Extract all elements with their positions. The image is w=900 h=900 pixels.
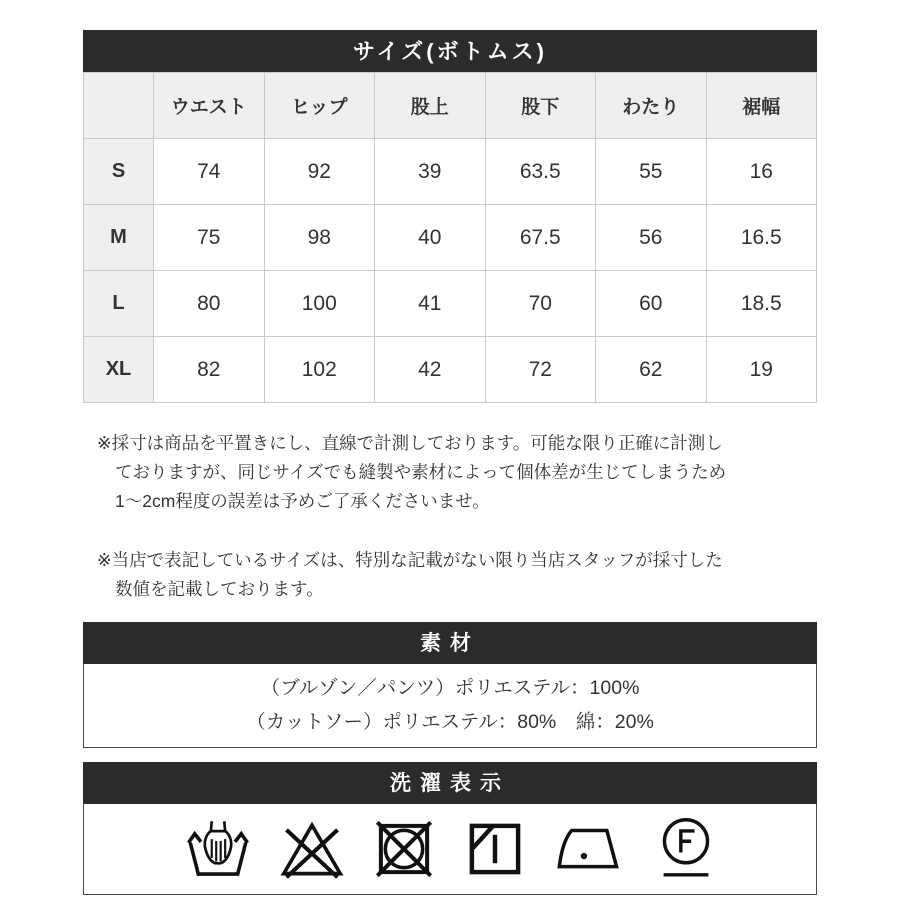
table-row-l xyxy=(84,271,817,337)
size-table xyxy=(83,72,817,403)
material-section xyxy=(83,622,817,748)
cell-value: 63.5 xyxy=(485,139,596,205)
iron-low-heat-icon xyxy=(554,820,628,878)
line-dry-in-shade-icon xyxy=(463,818,527,880)
size-label: L xyxy=(84,271,154,337)
measurement-note xyxy=(97,429,817,516)
material-content xyxy=(83,664,817,748)
cell-value: 18.5 xyxy=(706,271,817,337)
laundry-section-title: 洗濯表示 xyxy=(83,762,817,804)
material-line: （ブルゾン／パンツ）ポリエステル：100% xyxy=(260,677,640,699)
cell-value: 55 xyxy=(596,139,707,205)
cell-value: 74 xyxy=(154,139,265,205)
notes xyxy=(83,429,817,604)
table-row-s xyxy=(84,139,817,205)
do-not-bleach-icon xyxy=(279,818,345,880)
cell-value: 102 xyxy=(264,337,375,403)
cell-value: 100 xyxy=(264,271,375,337)
cell-value: 82 xyxy=(154,337,265,403)
material-section-title: 素材 xyxy=(83,622,817,664)
cell-value: 80 xyxy=(154,271,265,337)
note-line: ておりますが、同じサイズでも縫製や素材によって個体差が生じてしまうため xyxy=(115,462,727,482)
cell-value: 42 xyxy=(375,337,486,403)
cell-value: 92 xyxy=(264,139,375,205)
note-line: ※当店で表記しているサイズは、特別な記載がない限り当店スタッフが採寸した xyxy=(97,550,723,570)
note-line: 1～2cm程度の誤差は予めご了承くださいませ。 xyxy=(115,491,490,511)
corner-cell xyxy=(84,73,154,139)
note-line: 数値を記載しております。 xyxy=(115,579,324,599)
cell-value: 75 xyxy=(154,205,265,271)
material-line: （カットソー）ポリエステル：80% 綿：20% xyxy=(246,711,654,733)
cell-value: 67.5 xyxy=(485,205,596,271)
column-header-waist: ウエスト xyxy=(154,73,265,139)
note-line: ※採寸は商品を平置きにし、直線で計測しております。可能な限り正確に計測し xyxy=(97,433,723,453)
cell-value: 19 xyxy=(706,337,817,403)
column-header-hip: ヒップ xyxy=(264,73,375,139)
cell-value: 62 xyxy=(596,337,707,403)
sizing-note xyxy=(97,546,817,604)
hand-wash-icon xyxy=(184,818,252,880)
cell-value: 16.5 xyxy=(706,205,817,271)
cell-value: 16 xyxy=(706,139,817,205)
cell-value: 98 xyxy=(264,205,375,271)
table-row-m xyxy=(84,205,817,271)
cell-value: 72 xyxy=(485,337,596,403)
column-header-hem: 裾幅 xyxy=(706,73,817,139)
product-size-chart xyxy=(83,0,817,895)
column-header-inseam: 股下 xyxy=(485,73,596,139)
laundry-icons xyxy=(83,804,817,895)
dry-clean-petroleum-gentle-icon xyxy=(655,816,717,882)
cell-value: 56 xyxy=(596,205,707,271)
cell-value: 41 xyxy=(375,271,486,337)
size-label: M xyxy=(84,205,154,271)
laundry-section xyxy=(83,762,817,895)
size-label: XL xyxy=(84,337,154,403)
cell-value: 60 xyxy=(596,271,707,337)
table-row-xl xyxy=(84,337,817,403)
do-not-tumble-dry-icon xyxy=(372,818,436,880)
size-label: S xyxy=(84,139,154,205)
size-section xyxy=(83,30,817,403)
cell-value: 40 xyxy=(375,205,486,271)
cell-value: 70 xyxy=(485,271,596,337)
column-header-thigh: わたり xyxy=(596,73,707,139)
size-table-header-row xyxy=(84,73,817,139)
size-section-title: サイズ(ボトムス) xyxy=(83,30,817,72)
column-header-rise: 股上 xyxy=(375,73,486,139)
cell-value: 39 xyxy=(375,139,486,205)
